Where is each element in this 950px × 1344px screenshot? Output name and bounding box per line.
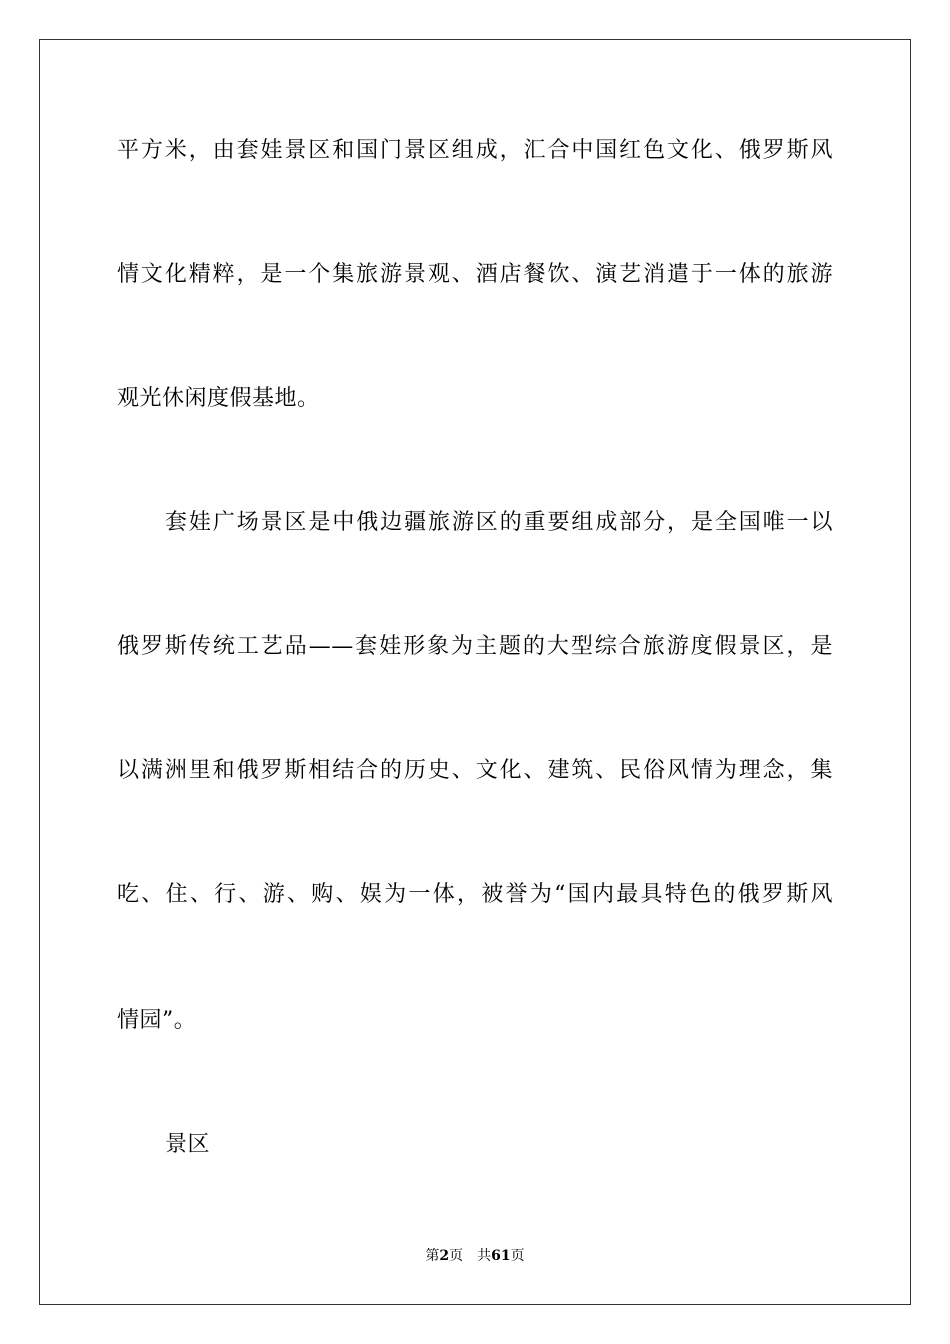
footer-page-prefix: 第 <box>425 1248 440 1264</box>
footer-page-current: 2 <box>439 1248 450 1264</box>
footer-page-suffix: 页 <box>449 1248 464 1264</box>
paragraph-2-line-3: 以满洲里和俄罗斯相结合的历史、文化、建筑、民俗风情为理念，集 <box>117 758 833 783</box>
paragraph-3-line-1: 景区 <box>165 1132 211 1157</box>
footer-total-suffix: 页 <box>510 1248 525 1264</box>
paragraph-2-line-2: 俄罗斯传统工艺品——套娃形象为主题的大型综合旅游度假景区，是 <box>117 634 833 659</box>
paragraph-1-line-2: 情文化精粹，是一个集旅游景观、酒店餐饮、演艺消遣于一体的旅游 <box>117 262 833 287</box>
paragraph-1-line-3: 观光休闲度假基地。 <box>117 386 320 411</box>
paragraph-1-line-1: 平方米，由套娃景区和国门景区组成，汇合中国红色文化、俄罗斯风 <box>117 138 833 163</box>
paragraph-2-line-5: 情园”。 <box>117 1008 197 1033</box>
page-frame <box>39 39 911 1305</box>
footer-page-total: 61 <box>491 1248 511 1264</box>
footer-total-prefix: 共 <box>477 1248 492 1264</box>
paragraph-2-line-4: 吃、住、行、游、购、娱为一体，被誉为“国内最具特色的俄罗斯风 <box>117 882 833 907</box>
page-footer <box>0 1246 950 1266</box>
paragraph-2-line-1: 套娃广场景区是中俄边疆旅游区的重要组成部分，是全国唯一以 <box>165 510 833 535</box>
